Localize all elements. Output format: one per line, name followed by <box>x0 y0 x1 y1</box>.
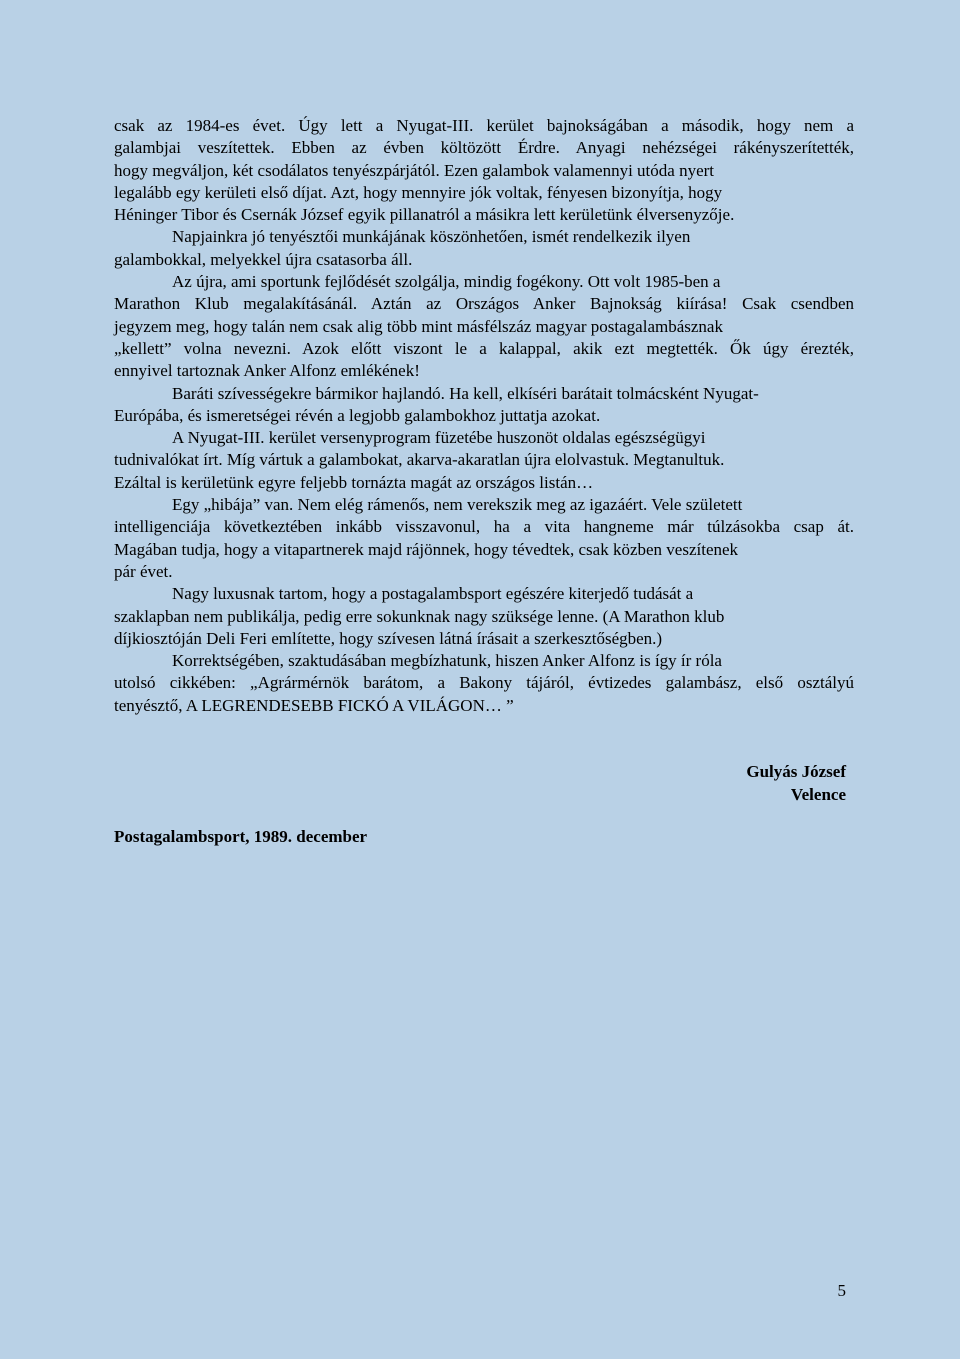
text-line: „kellett” volna nevezni. Azok előtt viszont le a kalappal, akik ezt megtették. Ők úgy érezték, <box>114 338 854 358</box>
text-line: tudnivalókat írt. Míg vártuk a galambokat, akarva-akaratlan újra elolvastuk. Megtanultuk. <box>114 450 725 470</box>
text-line: Napjainkra jó tenyésztői munkájának köszönhetően, ismét rendelkezik ilyen <box>172 227 691 247</box>
text-line: galambjai veszítettek. Ebben az évben költözött Érdre. Anyagi nehézségei rákényszerítették, <box>114 138 854 158</box>
text-line: Baráti szívességekre bármikor hajlandó. Ha kell, elkíséri barátait tolmácsként Nyugat- <box>172 383 759 403</box>
text-line: Korrektségében, szaktudásában megbízhatunk, hiszen Anker Alfonz is így ír róla <box>172 651 722 671</box>
text-line: intelligenciája következtében inkább visszavonul, ha a vita hangneme már túlzásokba csap át. <box>114 517 854 537</box>
text-line: jegyzem meg, hogy talán nem csak alig több mint másfélszáz magyar postagalambásznak <box>114 316 723 336</box>
text-line: Európába, és ismeretségei révén a legjobb galambokhoz juttatja azokat. <box>114 405 601 425</box>
text-line: Marathon Klub megalakításánál. Aztán az Országos Anker Bajnokság kiírása! Csak csendben <box>114 294 854 314</box>
author-location: Velence <box>790 785 846 804</box>
text-line: Ezáltal is kerületünk egyre feljebb tornázta magát az országos listán… <box>114 472 594 492</box>
text-line: hogy megváljon, két csodálatos tenyészpárjától. Ezen galambok valamennyi utóda nyert <box>114 160 715 180</box>
text-line: Héninger Tibor és Csernák József egyik pillanatról a másikra lett kerületünk élversenyzője. <box>114 205 735 225</box>
text-line: pár évet. <box>114 561 173 581</box>
signature-block <box>746 760 846 806</box>
text-line: utolsó cikkében: „Agrármérnök barátom, a Bakony tájáról, évtizedes galambász, első osztályú <box>114 673 854 693</box>
text-line: Az újra, ami sportunk fejlődését szolgálja, mindig fogékony. Ott volt 1985-ben a <box>172 272 721 292</box>
text-line: galambokkal, melyekkel újra csatasorba áll. <box>114 249 413 269</box>
text-line: szaklapban nem publikálja, pedig erre sokunknak nagy szüksége lenne. (A Marathon klub <box>114 606 725 626</box>
article-body <box>114 115 854 717</box>
text-line: tenyésztő, A LEGRENDESEBB FICKÓ A VILÁGON… ” <box>114 695 514 715</box>
page-number: 5 <box>837 1281 846 1300</box>
text-line: csak az 1984-es évet. Úgy lett a Nyugat-III. kerület bajnokságában a második, hogy nem a <box>114 116 854 135</box>
text-line: díjkiosztóján Deli Feri említette, hogy szívesen látná írásait a szerkesztőségben.) <box>114 628 663 648</box>
author-name: Gulyás József <box>746 762 846 781</box>
text-line: legalább egy kerületi első díjat. Azt, hogy mennyire jók voltak, fényesen bizonyítja, hogy <box>114 182 723 202</box>
text-line: ennyivel tartoznak Anker Alfonz emlékének! <box>114 361 420 381</box>
text-line: A Nyugat-III. kerület versenyprogram füzetébe huszonöt oldalas egészségügyi <box>172 428 706 448</box>
text-line: Magában tudja, hogy a vitapartnerek majd rájönnek, hogy tévedtek, csak közben veszítenek <box>114 539 739 559</box>
source-dateline: Postagalambsport, 1989. december <box>114 827 368 846</box>
text-line: Egy „hibája” van. Nem elég rámenős, nem verekszik meg az igazáért. Vele született <box>172 495 743 515</box>
text-line: Nagy luxusnak tartom, hogy a postagalambsport egészére kiterjedő tudását a <box>172 584 694 604</box>
